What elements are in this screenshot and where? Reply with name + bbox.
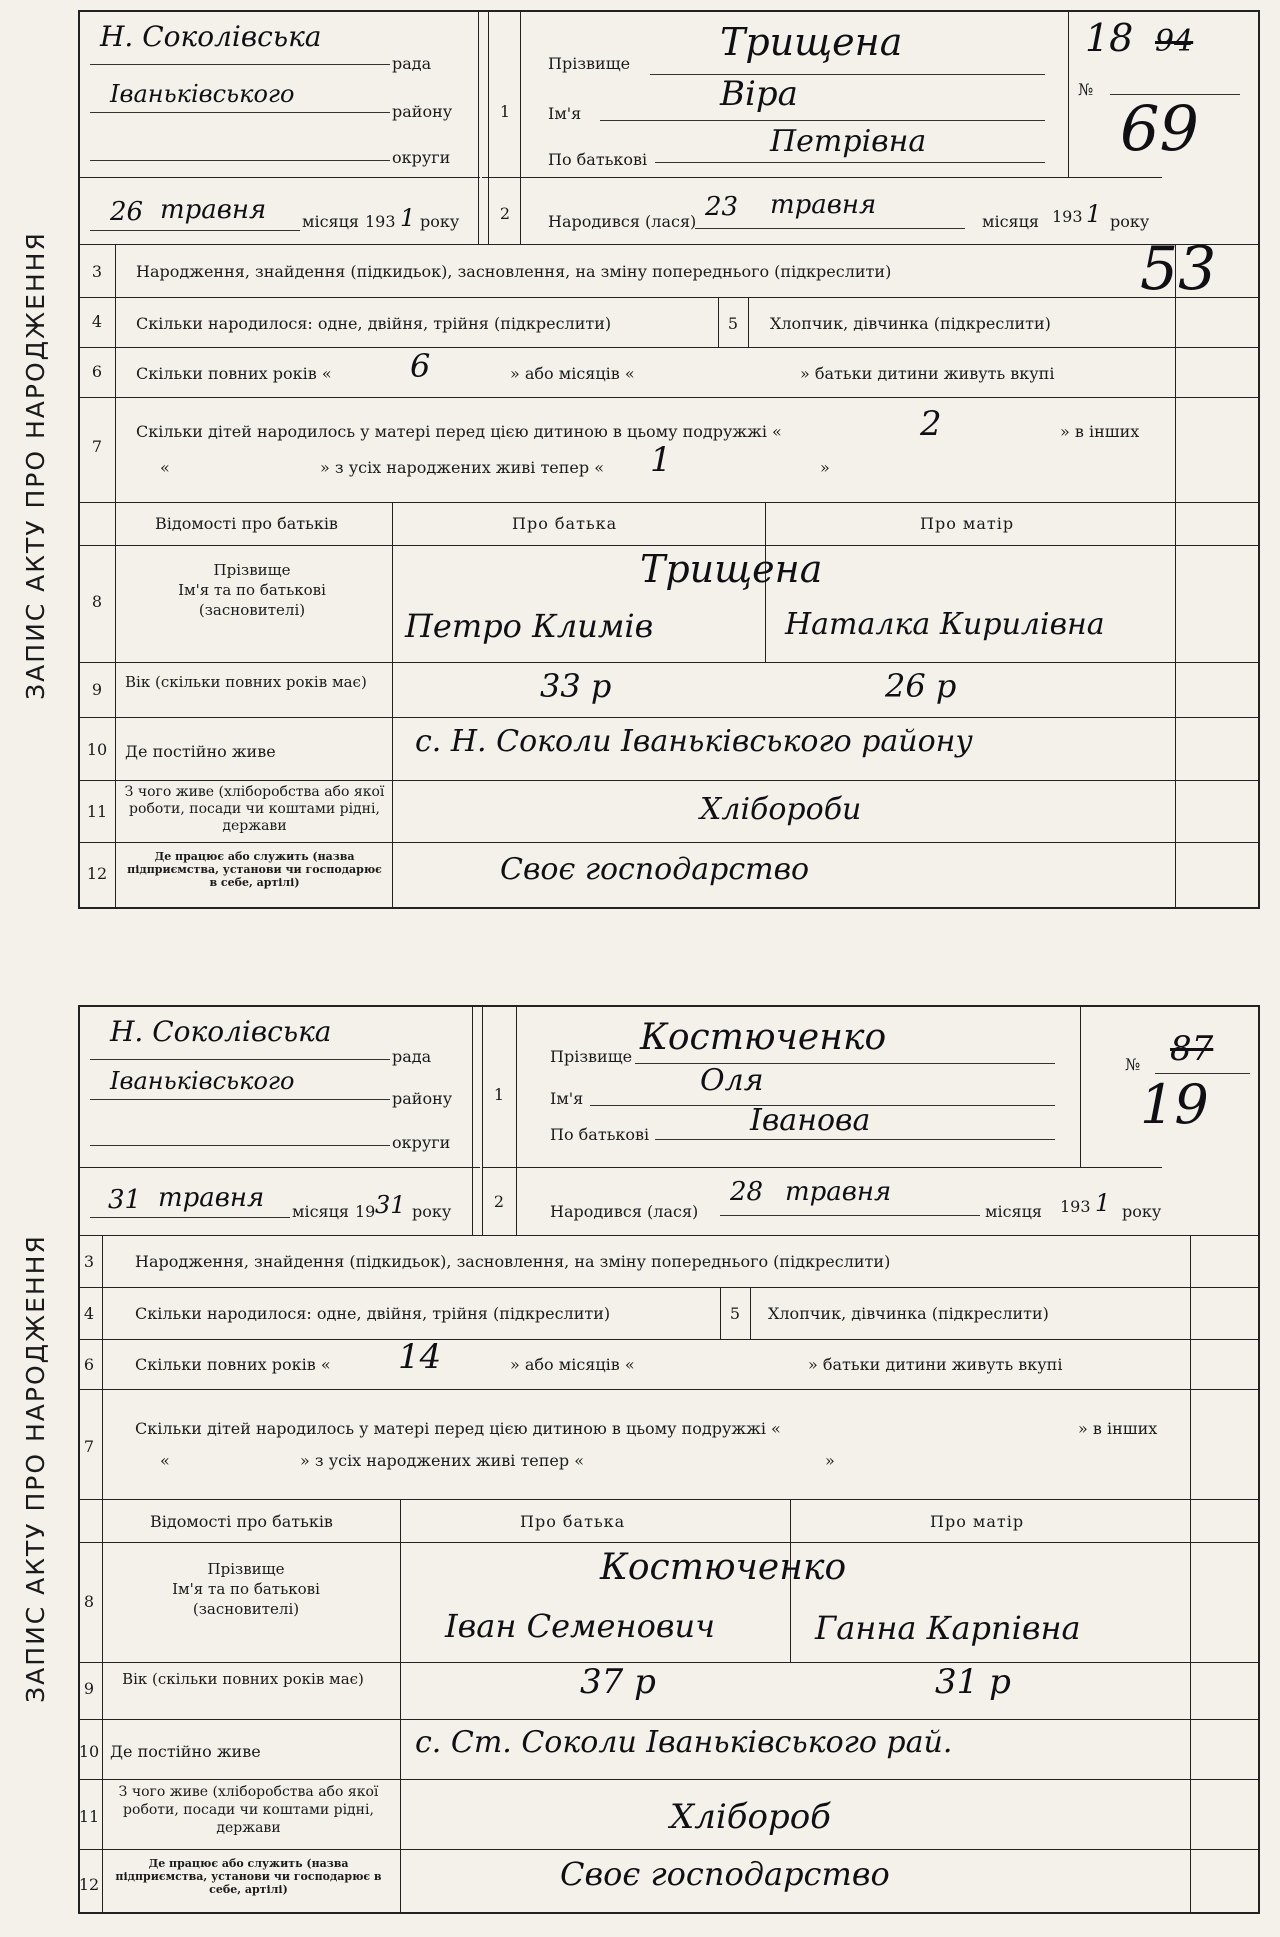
father-header: Про батька	[512, 514, 618, 533]
children-alive: 1	[650, 440, 672, 480]
row9-text: Вік (скільки повних років має)	[125, 673, 367, 691]
reg-day: 31	[108, 1185, 142, 1215]
work: Своє господарство	[500, 852, 810, 887]
row-number-10: 10	[78, 1742, 100, 1761]
name-label: Ім'я	[550, 1089, 584, 1108]
row7-text-e: »	[825, 1451, 835, 1470]
row-number-6: 6	[83, 1355, 95, 1374]
row6-text-c: » батьки дитини живуть вкупі	[808, 1355, 1063, 1374]
patronymic-value: Іванова	[750, 1103, 871, 1138]
row-number-3: 3	[83, 1252, 95, 1271]
row-number-6: 6	[91, 362, 103, 381]
birth-month: травня	[785, 1177, 892, 1207]
row6-text-b: » або місяців «	[510, 364, 635, 383]
side-title-text: ЗАПИС АКТУ ПРО НАРОДЖЕННЯ	[20, 230, 50, 700]
form-grid	[78, 10, 1260, 909]
row6-text-b: » або місяців «	[510, 1355, 635, 1374]
mother-age: 31 р	[935, 1662, 1011, 1702]
rada-value: Н. Соколівська	[100, 20, 322, 53]
parents-header: Відомості про батьків	[150, 1512, 333, 1531]
row-number-8: 8	[83, 1592, 95, 1611]
record-number-label: №	[1125, 1055, 1141, 1074]
row8-text: Прізвище Ім'я та по батькові (засновителі)	[178, 561, 326, 619]
living: Хлібороби	[700, 792, 862, 827]
father-name: Іван Семенович	[445, 1607, 715, 1645]
mother-name: Ганна Карпівна	[815, 1609, 1081, 1647]
record-number-crossed: 87	[1170, 1029, 1214, 1069]
row-number-5: 5	[729, 1304, 741, 1323]
record-number: 69	[1120, 92, 1199, 165]
okruha-label: округи	[392, 1133, 451, 1152]
father-header: Про батька	[520, 1512, 626, 1531]
row-number-10: 10	[86, 740, 108, 759]
row-number-1: 1	[493, 1085, 505, 1104]
row5-text: Хлопчик, дівчинка (підкреслити)	[768, 1304, 1049, 1323]
years-together: 14	[398, 1337, 442, 1377]
name-value: Віра	[720, 74, 798, 114]
children-before: 2	[920, 404, 942, 444]
surname-label: Прізвище	[548, 54, 631, 73]
row10-text: Де постійно живе	[110, 1742, 261, 1761]
raion-label: району	[392, 1089, 453, 1108]
living: Хлібороб	[670, 1797, 831, 1837]
roku-label: року	[412, 1202, 452, 1221]
row7-text-d: » з усіх народжених живі тепер «	[300, 1451, 585, 1470]
birth-misiatsia-label: місяця	[985, 1202, 1042, 1221]
name-value: Оля	[700, 1063, 764, 1098]
patronymic-label: По батькові	[548, 150, 648, 169]
record-number: 19	[1140, 1073, 1209, 1136]
patronymic-label: По батькові	[550, 1125, 650, 1144]
rada-label: рада	[392, 1047, 432, 1066]
row6-text-a: Скільки повних років «	[135, 1355, 331, 1374]
reg-year-hand: 31	[375, 1191, 406, 1219]
record-number-top: 18	[1085, 16, 1134, 60]
row7-text-c: «	[160, 1451, 170, 1470]
row8-text: Прізвище Ім'я та по батькові (засновителі)	[172, 1560, 320, 1618]
birth-day: 28	[730, 1177, 764, 1207]
patronymic-value: Петрівна	[770, 124, 927, 159]
mother-header: Про матір	[920, 514, 1015, 533]
reg-year-printed: 193	[365, 212, 396, 231]
reg-day: 26	[110, 197, 144, 227]
rada-value: Н. Соколівська	[110, 1015, 332, 1048]
raion-value: Іваньківського	[110, 80, 295, 108]
row-number-11: 11	[78, 1807, 100, 1826]
row5-text: Хлопчик, дівчинка (підкреслити)	[770, 314, 1051, 333]
mother-name: Наталка Кирилівна	[785, 607, 1105, 642]
row11-text: З чого живе (хліборобства або якої роботи, посади чи коштами рідні, держави	[118, 1784, 379, 1836]
birth-record-2	[0, 1000, 1280, 1937]
row-number-11: 11	[86, 802, 108, 821]
family-surname: Костюченко	[600, 1547, 847, 1588]
row3-text: Народження, знайдення (підкидьок), засновлення, на зміну попереднього (підкреслити)	[136, 262, 892, 281]
birth-day: 23	[705, 192, 739, 222]
born-label: Народився (лася)	[548, 212, 697, 231]
name-label: Ім'я	[548, 104, 582, 123]
row7-text-a: Скільки дітей народилось у матері перед цією дитиною в цьому подружжі «	[135, 1419, 781, 1438]
mother-age: 26 р	[885, 667, 957, 705]
row-number-9: 9	[91, 680, 103, 699]
row-number-2: 2	[493, 1192, 505, 1211]
birth-year-hand: 1	[1086, 200, 1102, 228]
row-number-4: 4	[91, 312, 103, 331]
roku-label: року	[420, 212, 460, 231]
row-number-12: 12	[86, 864, 108, 883]
raion-label: району	[392, 102, 453, 121]
row12-text: Де працює або служить (назва підприємства, установи чи господарює в себе, артілі)	[115, 1857, 382, 1896]
row7-text-b: » в інших	[1060, 422, 1140, 441]
row-number-5: 5	[727, 314, 739, 333]
reg-month: травня	[160, 195, 267, 225]
row6-text-c: » батьки дитини живуть вкупі	[800, 364, 1055, 383]
row12-text: Де працює або служить (назва підприємства, установи чи господарює в себе, артілі)	[127, 850, 382, 889]
misiatsia-label: місяця	[302, 212, 359, 231]
row-number-4: 4	[83, 1304, 95, 1323]
birth-roku-label: року	[1110, 212, 1150, 231]
side-title	[0, 1000, 70, 1937]
form-grid	[78, 1005, 1260, 1914]
row7-text-c: «	[160, 458, 170, 477]
row3-text: Народження, знайдення (підкидьок), засновлення, на зміну попереднього (підкреслити)	[135, 1252, 891, 1271]
parents-header: Відомості про батьків	[155, 514, 338, 533]
row9-text: Вік (скільки повних років має)	[122, 1670, 364, 1688]
birth-year-printed: 193	[1060, 1197, 1091, 1216]
row7-text-e: »	[820, 458, 830, 477]
row7-text-d: » з усіх народжених живі тепер «	[320, 458, 605, 477]
family-surname: Трищена	[640, 547, 823, 591]
residence: с. Ст. Соколи Іваньківського рай.	[415, 1725, 953, 1760]
reg-year-hand: 1	[400, 204, 416, 232]
father-age: 33 р	[540, 667, 612, 705]
birth-roku-label: року	[1122, 1202, 1162, 1221]
rada-label: рада	[392, 54, 432, 73]
side-title-text: ЗАПИС АКТУ ПРО НАРОДЖЕННЯ	[20, 1234, 50, 1703]
birth-month: травня	[770, 190, 877, 220]
margin-note: 53	[1140, 234, 1217, 304]
row-number-7: 7	[83, 1437, 95, 1456]
residence: с. Н. Соколи Іваньківського району	[415, 724, 973, 759]
row-number-12: 12	[78, 1875, 100, 1894]
raion-value: Іваньківського	[110, 1067, 295, 1095]
row11-text: З чого живе (хліборобства або якої роботи, посади чи коштами рідні, держави	[124, 784, 385, 834]
mother-header: Про матір	[930, 1512, 1025, 1531]
birth-record-1	[0, 0, 1280, 930]
okruha-label: округи	[392, 148, 451, 167]
row-number-2: 2	[499, 204, 511, 223]
row4-text: Скільки народилося: одне, двійня, трійня (підкреслити)	[136, 314, 612, 333]
row7-text-a: Скільки дітей народилось у матері перед цією дитиною в цьому подружжі «	[136, 422, 782, 441]
row-number-8: 8	[91, 592, 103, 611]
row6-text-a: Скільки повних років «	[136, 364, 332, 383]
row-number-7: 7	[91, 437, 103, 456]
reg-year-printed: 19	[355, 1202, 376, 1221]
row-number-1: 1	[499, 102, 511, 121]
row4-text: Скільки народилося: одне, двійня, трійня (підкреслити)	[135, 1304, 611, 1323]
father-age: 37 р	[580, 1662, 656, 1702]
reg-month: травня	[158, 1183, 265, 1213]
row-number-3: 3	[91, 262, 103, 281]
record-number-crossed: 94	[1155, 24, 1194, 59]
birth-year-printed: 193	[1052, 207, 1083, 226]
row7-text-b: » в інших	[1078, 1419, 1158, 1438]
side-title	[0, 0, 70, 930]
row-number-9: 9	[83, 1679, 95, 1698]
record-number-label: №	[1078, 80, 1094, 99]
row10-text: Де постійно живе	[125, 742, 276, 761]
birth-misiatsia-label: місяця	[982, 212, 1039, 231]
surname-value: Костюченко	[640, 1017, 887, 1058]
years-together: 6	[410, 347, 431, 385]
born-label: Народився (лася)	[550, 1202, 699, 1221]
surname-value: Трищена	[720, 20, 903, 64]
work: Своє господарство	[560, 1855, 890, 1893]
father-name: Петро Климів	[405, 607, 654, 645]
birth-year-hand: 1	[1095, 1189, 1111, 1217]
surname-label: Прізвище	[550, 1047, 633, 1066]
misiatsia-label: місяця	[292, 1202, 349, 1221]
